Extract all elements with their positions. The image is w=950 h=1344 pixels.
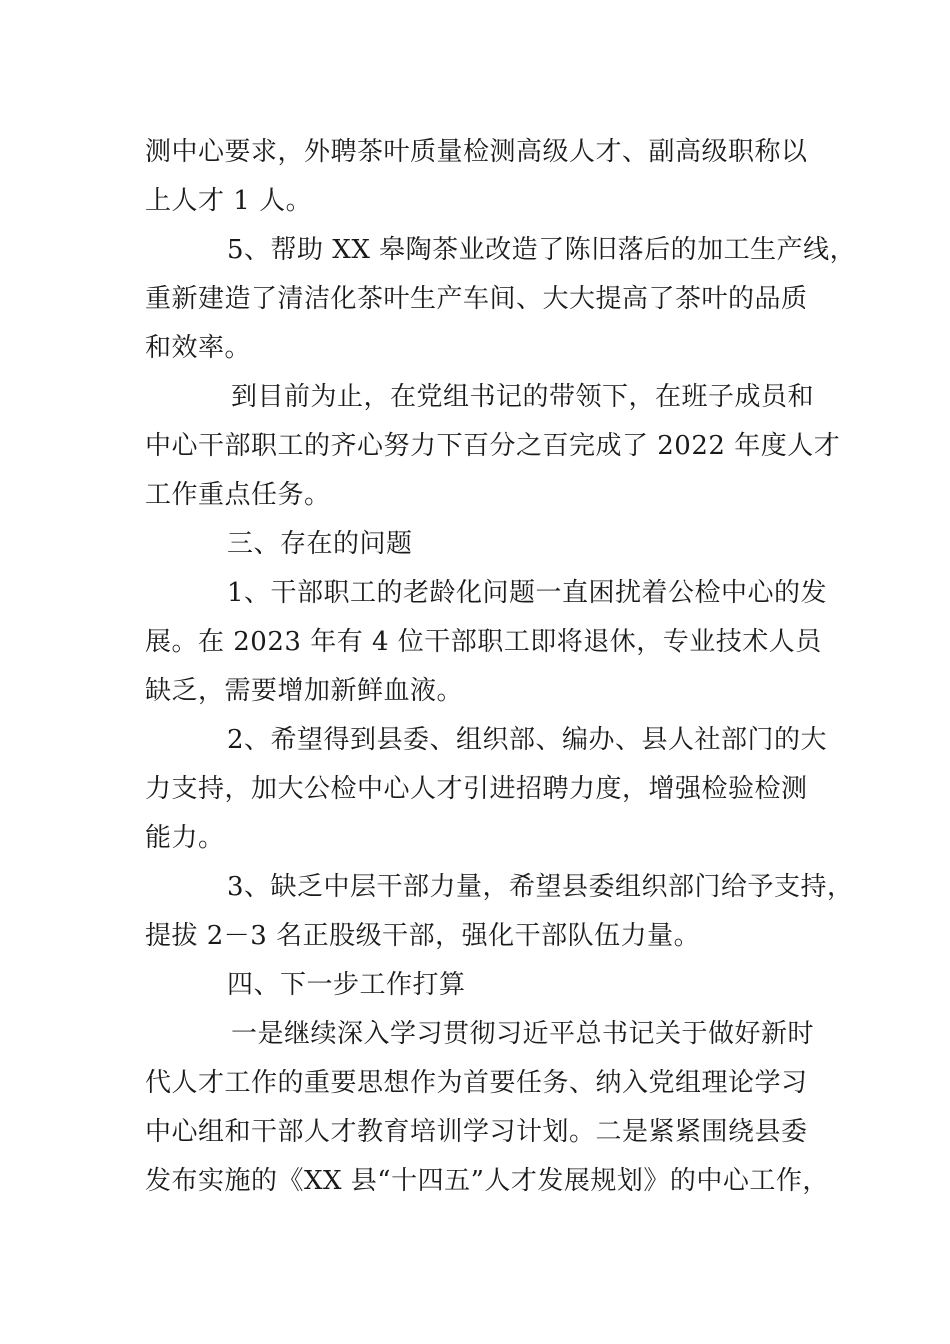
text-line: 到目前为止，在党组书记的带领下，在班子成员和	[231, 382, 815, 412]
section-heading: 四、下一步工作打算	[227, 970, 466, 1000]
text-line: 能力。	[145, 823, 225, 853]
text-line: 中心组和干部人才教育培训学习计划。二是紧紧围绕县委	[145, 1117, 808, 1147]
section-heading: 三、存在的问题	[227, 529, 413, 559]
text-line: 上人才 1 人。	[145, 186, 313, 216]
text-line: 3、缺乏中层干部力量，希望县委组织部门给予支持，	[227, 872, 854, 902]
text-line: 工作重点任务。	[145, 480, 331, 510]
text-line: 发布实施的《XX 县“十四五”人才发展规划》的中心工作，	[145, 1166, 829, 1196]
text-line: 提拔 2－3 名正股级干部，强化干部队伍力量。	[145, 921, 701, 951]
text-line: 测中心要求，外聘茶叶质量检测高级人才、副高级职称以	[145, 137, 808, 167]
text-line: 一是继续深入学习贯彻习近平总书记关于做好新时	[231, 1019, 815, 1049]
text-line: 5、帮助 XX 皋陶茶业改造了陈旧落后的加工生产线，	[227, 235, 857, 265]
text-line: 1、干部职工的老龄化问题一直困扰着公检中心的发	[227, 578, 828, 608]
document-body	[145, 128, 857, 1206]
text-line: 中心干部职工的齐心努力下百分之百完成了 2022 年度人才	[145, 431, 841, 461]
text-line: 展。在 2023 年有 4 位干部职工即将退休，专业技术人员	[145, 627, 822, 657]
text-line: 缺乏，需要增加新鲜血液。	[145, 676, 464, 706]
text-line: 重新建造了清洁化茶叶生产车间、大大提高了茶叶的品质	[145, 284, 808, 314]
text-line: 2、希望得到县委、组织部、编办、县人社部门的大	[227, 725, 828, 755]
text-line: 力支持，加大公检中心人才引进招聘力度，增强检验检测	[145, 774, 808, 804]
text-line: 和效率。	[145, 333, 252, 363]
text-line: 代人才工作的重要思想作为首要任务、纳入党组理论学习	[145, 1068, 808, 1098]
